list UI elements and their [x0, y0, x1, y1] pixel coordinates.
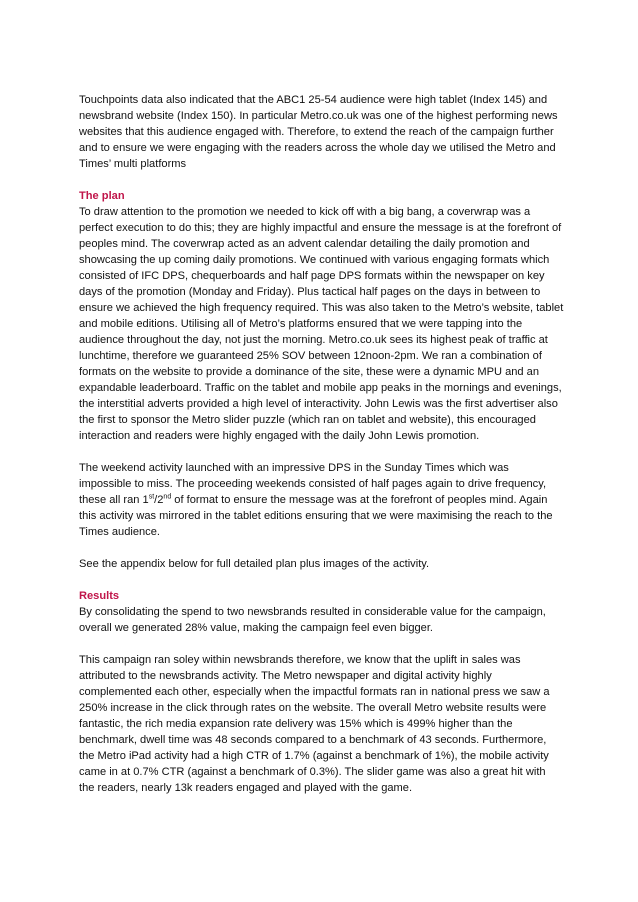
weekend-text-start: The weekend activity launched with an impressive DPS in the Sunday Times which was impossible to miss. The proceeding weekends consisted of half pages again to drive frequency, these all ran 1 — [79, 462, 547, 506]
spacer — [79, 540, 564, 556]
spacer — [79, 172, 564, 188]
weekend-paragraph — [79, 460, 564, 540]
superscript-nd: nd — [163, 493, 172, 501]
plan-paragraph: To draw attention to the promotion we needed to kick off with a big bang, a coverwrap was a perfect execution to do this; they are highly impactful and ensure the message is at the forefront of peoples mind. The coverwrap acted as an advent calendar detailing the daily promotion and showcasing the up coming daily promotions. We continued with various engaging formats which consisted of IFC DPS, chequerboards and half page DPS formats within the newspaper on key days of the promotion (Monday and Friday). Plus tactical half pages on the days in between to ensure we achieved the high frequency required. This was also taken to the Metro’s website, tablet and mobile editions. Utilising all of Metro’s platforms ensured that we were tapping into the audience throughout the day, not just the morning. Metro.co.uk sees its highest peak of traffic at lunchtime, therefore we guaranteed 25% SOV between 12noon-2pm. We ran a combination of formats on the website to provide a dominance of the site, these were a dynamic MPU and an expandable leaderboard. Traffic on the tablet and mobile app peaks in the mornings and evenings, the interstitial adverts provided a high level of interactivity. John Lewis was the first advertiser also the first to sponsor the Metro slider puzzle (which ran on tablet and website), this encouraged interaction and readers were highly engaged with the daily John Lewis promotion. — [79, 206, 564, 442]
superscript-st: st — [148, 493, 155, 501]
uplift-paragraph: This campaign ran soley within newsbrands therefore, we know that the uplift in sales was attributed to the newsbrands activity. The Metro newspaper and digital activity highly complemented each other, especially when the impactful formats ran in national press we saw a 250% increase in the click through rates on the website. The overall Metro website results were fantastic, the rich media expansion rate delivery was 15% which is 499% higher than the benchmark, dwell time was 48 seconds compared to a benchmark of 43 seconds. Furthermore, the Metro iPad activity had a high CTR of 1.7% (against a benchmark of 1%), the mobile activity came in at 0.7% CTR (against a benchmark of 0.3%). The slider game was also a great hit with the readers, nearly 13k readers engaged and played with the game. — [79, 654, 550, 794]
weekend-text-mid: /2 — [154, 494, 164, 506]
spacer — [79, 636, 564, 652]
spacer — [79, 444, 564, 460]
plan-heading: The plan — [79, 190, 125, 202]
document-page — [79, 92, 564, 796]
results-paragraph: By consolidating the spend to two newsbrands resulted in considerable value for the campaign, overall we generated 28% value, making the campaign feel even bigger. — [79, 606, 546, 634]
spacer — [79, 572, 564, 588]
results-heading: Results — [79, 590, 120, 602]
weekend-text-end: of format to ensure the message was at the forefront of peoples mind. Again this activity was mirrored in the tablet editions ensuring that we were maximising the reach to the Times audience. — [79, 494, 553, 538]
appendix-paragraph: See the appendix below for full detailed plan plus images of the activity. — [79, 558, 430, 570]
intro-paragraph: Touchpoints data also indicated that the ABC1 25-54 audience were high tablet (Index 145) and newsbrand website (Index 150). In particular Metro.co.uk was one of the highest performing news websites that this audience engaged with. Therefore, to extend the reach of the campaign further and to ensure we were engaging with the readers across the whole day we utilised the Metro and Times’ multi platforms — [79, 94, 558, 170]
